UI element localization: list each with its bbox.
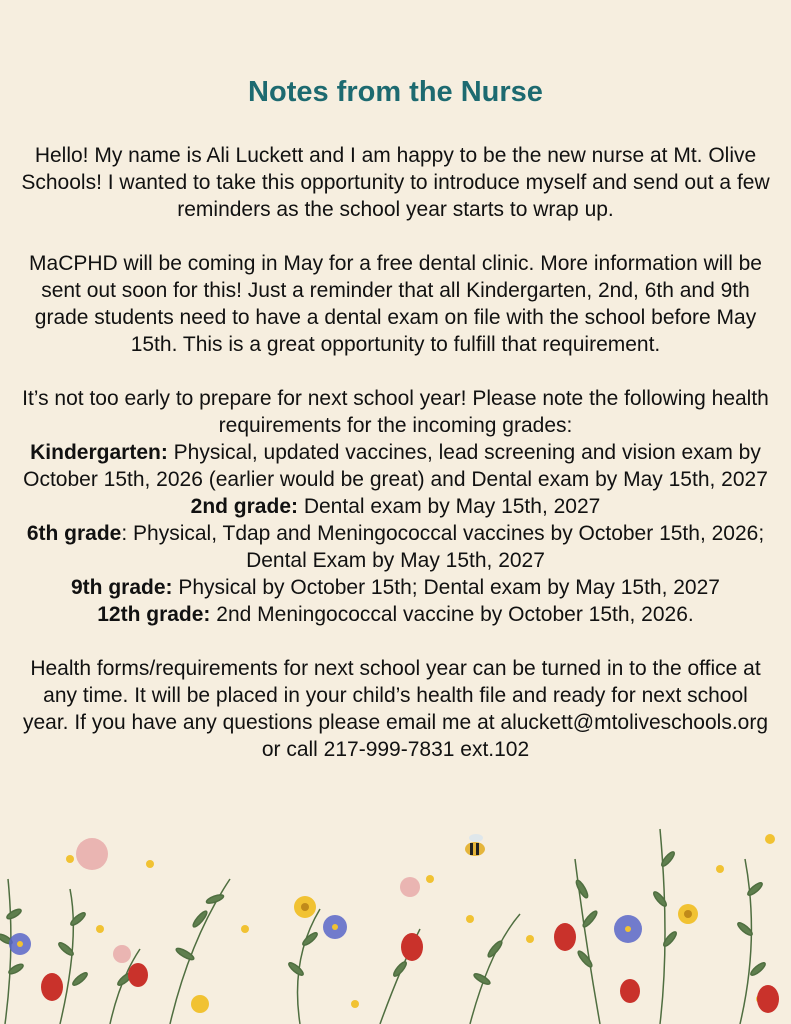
dental-clinic-paragraph: MaCPHD will be coming in May for a free dental clinic. More information will be sent out soon for this! Just a reminder that all Kindergarten, 2nd, 6th and 9th grade students need to have a dental exam on file with the school before May 15th. This is a great opportunity to fulfill that requirement. bbox=[29, 252, 762, 356]
requirement-text: 2nd Meningococcal vaccine by October 15th, 2026. bbox=[210, 603, 694, 626]
wildflower-border bbox=[0, 819, 791, 1024]
requirement-text: Physical, updated vaccines, lead screening and vision exam by October 15th, 2026 (earlier would be great) and Dental exam by May 15th, 2027 bbox=[23, 441, 768, 491]
pink-flowers bbox=[76, 838, 420, 963]
intro-paragraph: Hello! My name is Ali Luckett and I am happy to be the new nurse at Mt. Olive Schools! I wanted to take this opportunity to introduce myself and send out a few reminders as the school year starts to wrap up. bbox=[21, 144, 770, 221]
bee-icon bbox=[465, 834, 485, 856]
requirement-grade: 9th grade: bbox=[71, 576, 173, 599]
requirement-text: Physical by October 15th; Dental exam by May 15th, 2027 bbox=[172, 576, 720, 599]
leaf-sprays bbox=[0, 829, 767, 1024]
requirement-12th-grade bbox=[18, 601, 773, 628]
requirement-6th-grade bbox=[18, 520, 773, 574]
requirement-text: : Physical, Tdap and Meningococcal vaccines by October 15th, 2026; Dental Exam by May 15th, 2027 bbox=[121, 522, 765, 572]
requirement-grade: 12th grade: bbox=[97, 603, 211, 626]
newsletter-body bbox=[18, 142, 773, 763]
requirement-grade: 2nd grade: bbox=[190, 495, 298, 518]
requirement-grade: Kindergarten: bbox=[30, 441, 168, 464]
requirement-9th-grade bbox=[18, 574, 773, 601]
requirement-2nd-grade bbox=[18, 493, 773, 520]
closing-paragraph: Health forms/requirements for next school year can be turned in to the office at any time. It will be placed in your child’s health file and ready for next school year. If you have any questions please email me at aluckett@mtoliveschools.org or call 217-999-7831 ext.102 bbox=[22, 657, 769, 761]
prepare-paragraph: It’s not too early to prepare for next school year! Please note the following health requirements for the incoming grades: bbox=[22, 387, 769, 437]
requirement-text: Dental exam by May 15th, 2027 bbox=[298, 495, 601, 518]
requirement-grade: 6th grade bbox=[26, 522, 122, 545]
requirement-kindergarten bbox=[18, 439, 773, 493]
purple-flowers bbox=[9, 915, 642, 955]
page-title: Notes from the Nurse bbox=[248, 76, 543, 108]
